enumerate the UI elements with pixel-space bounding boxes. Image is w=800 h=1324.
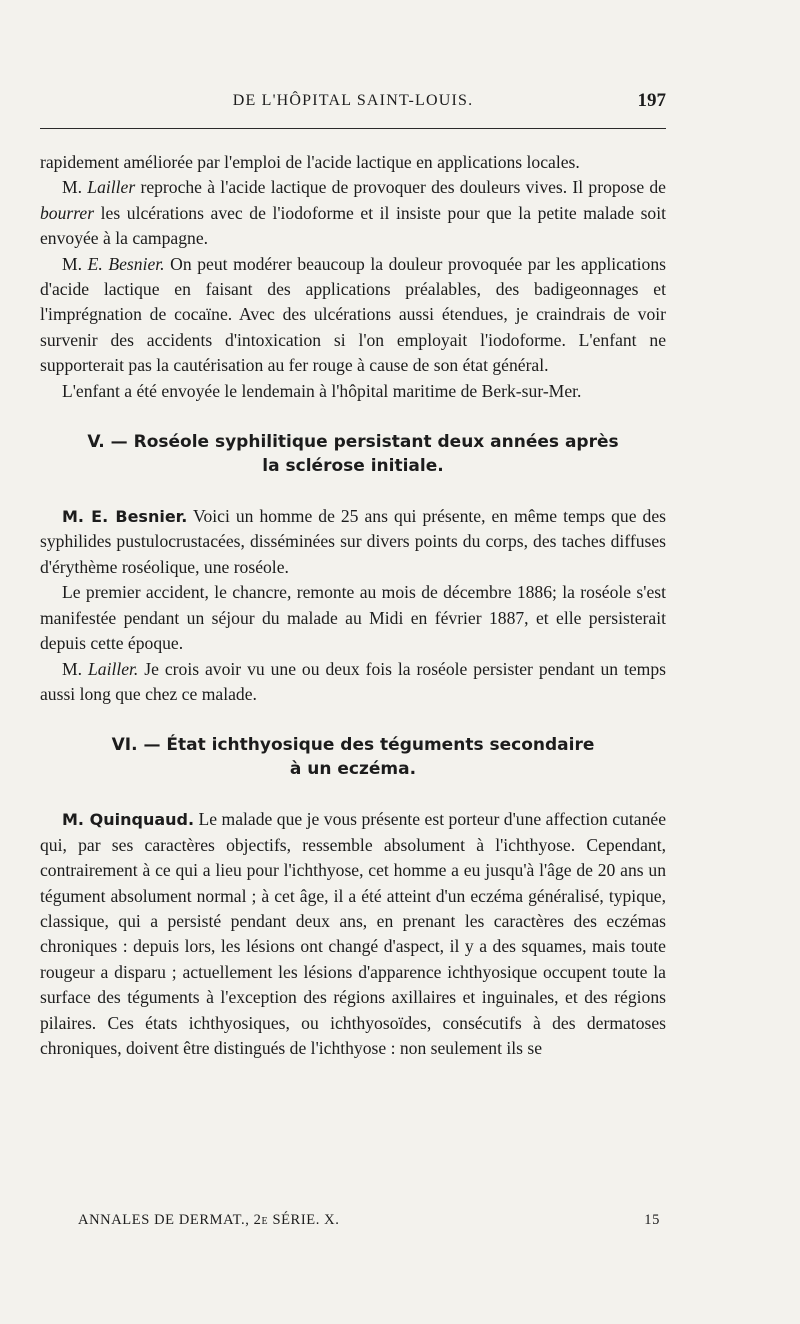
paragraph-lailler (40, 175, 666, 251)
section-heading-vi (40, 733, 666, 781)
speaker-name: Lailler. (87, 658, 139, 679)
section-title-line: VI. — État ichthyosique des téguments secondaire (111, 735, 595, 756)
page-body (40, 150, 666, 1061)
speaker-name: Lailler (87, 177, 136, 198)
sheet-number: 15 (644, 1212, 660, 1228)
speaker-prefix: M. (62, 253, 88, 274)
paragraph-berk: L'enfant a été envoyée le lendemain à l'hôpital maritime de Berk-sur-Mer. (62, 380, 582, 401)
header-rule (40, 128, 666, 129)
paragraph-text: On peut modérer beaucoup la douleur provoquée par les applications d'acide lactique en faisant des applications préalables, des badigeonnages et l'imprégnation de cocaïne. Avec des ulcérations aussi étendues, je craindrais de voir survenir des accidents d'intoxication si l'on employait l'iodoforme. L'enfant ne supporterait pas la cautérisation au fer rouge à cause de son état général. (40, 253, 666, 376)
page-number: 197 (637, 90, 666, 111)
section-title-line: V. — Roséole syphilitique persistant deux années après (87, 432, 619, 453)
section-title-line: à un eczéma. (289, 759, 417, 780)
section-title-line: la sclérose initiale. (262, 456, 444, 477)
paragraph-quinquaud (40, 807, 666, 1061)
speaker-prefix: M. (62, 658, 88, 679)
paragraph-continued: rapidement améliorée par l'emploi de l'acide lactique en applications locales. (40, 152, 580, 172)
running-header (40, 92, 666, 116)
paragraph-text: Voici un homme de 25 ans qui présente, en même temps que des syphilides pustulocrustacées, disséminées sur divers points du corps, des taches diffuses d'érythème roséolique, une roséole. (40, 506, 666, 577)
paragraph-text: Je crois avoir vu une ou deux fois la roséole persister pendant un temps aussi long que chez ce malade. (40, 658, 666, 704)
paragraph-besnier (40, 252, 666, 379)
section-heading-v (40, 430, 666, 478)
page-footer (40, 1212, 666, 1234)
speaker-prefix: M. (62, 177, 88, 198)
printer-signature: ANNALES DE DERMAT., 2e SÉRIE. X. (78, 1212, 340, 1228)
speaker-name: M. E. Besnier. (62, 507, 188, 527)
speaker-name: M. Quinquaud. (62, 810, 195, 830)
paragraph-besnier-roseole (40, 504, 666, 580)
running-title: DE L'HÔPITAL SAINT-LOUIS. (232, 92, 474, 109)
paragraph-text: Le malade que je vous présente est porteur d'une affection cutanée qui, par ses caractères objectifs, ressemble absolument à l'ichthyose. Cependant, contrairement à ce qui a lieu pour l'ichthyose, cet homme a eu jusqu'à l'âge de 20 ans un tégument absolument normal ; à cet âge, il a été atteint d'un eczéma généralisé, typique, classique, qui a persisté pendant deux ans, en prenant les caractères des eczémas chroniques : depuis lors, les lésions ont changé d'aspect, il y a des squames, mais toute rougeur a disparu ; actuellement les lésions d'apparence ichthyosique occupent toute la surface des téguments à l'exception des régions axillaires et inguinales, et des régions pilaires. Ces états ichthyosiques, ou ichthyosoïdes, consécutifs à des dermatoses chroniques, doivent être distingués de l'ichthyose : non seulement ils se (40, 809, 666, 1058)
paragraph-text: les ulcérations avec de l'iodoforme et il insiste pour que la petite malade soit envoyée à la campagne. (40, 202, 666, 249)
paragraph-lailler-roseole (40, 657, 666, 708)
paragraph-text: reproche à l'acide lactique de provoquer des douleurs vives. Il propose de (135, 177, 666, 198)
emphasis-word: bourrer (40, 202, 95, 223)
speaker-name: E. Besnier. (87, 253, 165, 274)
paragraph-chancre: Le premier accident, le chancre, remonte au mois de décembre 1886; la roséole s'est manifestée pendant un séjour du malade au Midi en février 1887, et elle persisterait depuis cette époque. (40, 582, 666, 654)
